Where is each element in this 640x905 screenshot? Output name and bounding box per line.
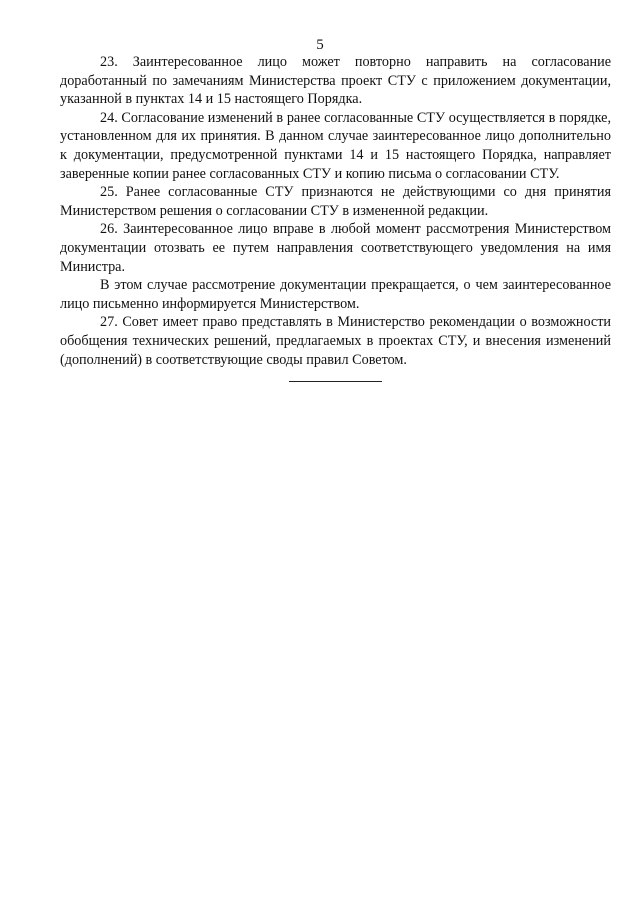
paragraph-27: 27. Совет имеет право представлять в Министерство рекомендации о возможности обобщения технических решений, предлагаемых в проектах СТУ, и внесения изменений (дополнений) в соответствующие своды правил Советом. xyxy=(60,314,611,368)
paragraph-23: 23. Заинтересованное лицо может повторно направить на согласование доработанный по замечаниям Министерства проект СТУ с приложением документации, указанной в пунктах 14 и 15 настоящего Порядка. xyxy=(60,54,611,108)
end-of-text-rule xyxy=(289,381,382,382)
paragraph-26-continuation: В этом случае рассмотрение документации прекращается, о чем заинтересованное лицо письменно информируется Министерством. xyxy=(60,277,611,312)
paragraph-26: 26. Заинтересованное лицо вправе в любой момент рассмотрения Министерством документации отозвать ее путем направления соответствующего уведомления на имя Министра. xyxy=(60,221,611,275)
page-number: 5 xyxy=(316,37,324,53)
paragraph-25: 25. Ранее согласованные СТУ признаются не действующими со дня принятия Министерством решения о согласовании СТУ в измененной редакции. xyxy=(60,184,611,219)
document-body xyxy=(60,53,611,369)
paragraph-24: 24. Согласование изменений в ранее согласованные СТУ осуществляется в порядке, установленном для их принятия. В данном случае заинтересованное лицо дополнительно к документации, предусмотренной пунктами 14 и 15 настоящего Порядка, направляет заверенные копии ранее согласованных СТУ и копию письма о согласовании СТУ. xyxy=(60,109,611,182)
